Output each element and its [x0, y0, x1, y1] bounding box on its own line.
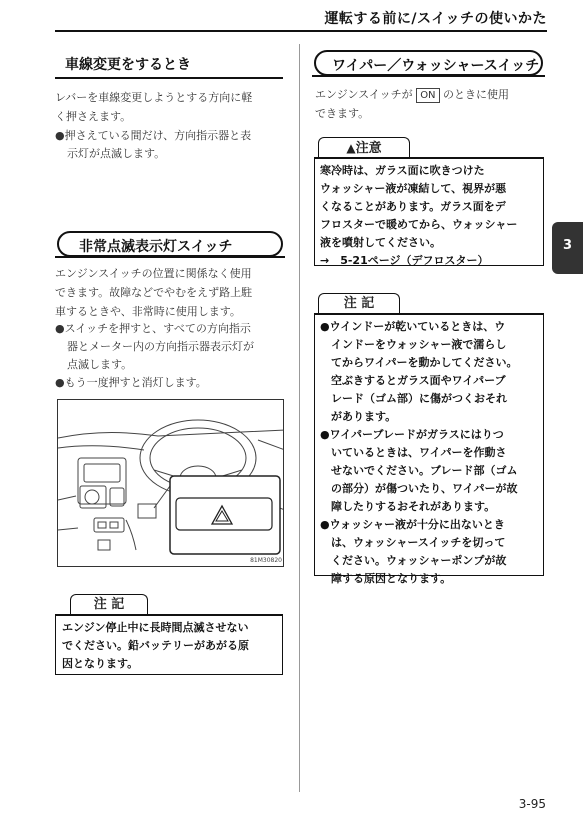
wiper-para-line: できます。	[315, 107, 370, 120]
note-line: ●ウォッシャー液が十分に出ないとき	[320, 518, 505, 531]
note-line: ●ワイパーブレードがガラスにはりつ	[320, 428, 504, 441]
wiper-para-text: エンジンスイッチが	[315, 88, 413, 101]
bullet-line: 示灯が点滅します。	[67, 147, 166, 160]
wiper-paragraph	[315, 85, 547, 123]
page-header-title: 運転する前に/スイッチの使いかた	[324, 11, 547, 27]
caution-line: ウォッシャー液が凍結して、視界が悪	[320, 182, 507, 195]
caution-line: フロスターで暖めてから、ウォッシャー	[320, 218, 518, 231]
note-box	[55, 615, 283, 675]
chapter-tab-number: 3	[562, 238, 573, 253]
note-line: レード（ゴム部）に傷がつくおそれ	[320, 392, 507, 405]
caution-line: → 5-21ページ（デフロスター）	[320, 254, 489, 267]
note-line: ●ウインドーが乾いているときは、ウ	[320, 320, 506, 333]
lane-change-bullet	[55, 127, 287, 163]
hazard-switch-illustration	[57, 399, 284, 567]
note-line: せないでください。ブレード部（ゴム	[320, 464, 518, 477]
header-rule	[55, 30, 547, 32]
hazard-bullets	[55, 320, 287, 392]
page-number: 3-95	[518, 797, 546, 811]
caution-line: 寒冷時は、ガラス面に吹きつけた	[320, 164, 485, 177]
caution-box	[314, 158, 544, 266]
wiper-heading: ワイパー／ウォッシャースイッチ	[314, 50, 543, 76]
note-tab: 注 記	[318, 293, 400, 315]
note-line: いているときは、ワイパーを作動さ	[320, 446, 507, 459]
note-tab: 注 記	[70, 594, 148, 616]
note-line: があります。	[320, 410, 397, 423]
note-line: インドーをウォッシャー液で濡らし	[320, 338, 507, 351]
bullet-line: 器とメーター内の方向指示器表示灯が	[67, 340, 254, 353]
hazard-para-line: 車するときや、非常時に使用します。	[55, 305, 241, 318]
bullet-line: 点滅します。	[67, 358, 133, 371]
figure-code: 81M30820	[250, 557, 282, 564]
note-line: でください。鉛バッテリーがあがる原	[62, 639, 249, 652]
dashboard-drawing	[58, 400, 284, 567]
wiper-heading-rule	[312, 75, 545, 77]
caution-tab-label: 注意	[355, 141, 382, 156]
note-line: は、ウォッシャースイッチを切って	[320, 536, 506, 549]
on-key-label: ON	[416, 88, 439, 103]
bullet-line: ●もう一度押すと消灯します。	[55, 376, 207, 389]
column-divider	[299, 44, 300, 792]
bullet-line: ●押さえている間だけ、方向指示器と表	[55, 129, 252, 142]
hazard-paragraph	[55, 264, 287, 321]
lane-change-para-line: レバーを車線変更しようとする方向に軽	[55, 91, 253, 104]
warning-triangle-icon: ▲	[346, 141, 356, 155]
bullet-line: ●スイッチを押すと、すべての方向指示	[55, 322, 251, 335]
note-line: 障する原因となります。	[320, 572, 452, 585]
lane-change-paragraph	[55, 88, 287, 126]
wiper-para-text: のときに使用	[443, 88, 510, 101]
note-line: エンジン停止中に長時間点滅させない	[62, 621, 249, 634]
caution-line: くなることがあります。ガラス面をデ	[320, 200, 506, 213]
note-line: の部分）が傷ついたり、ワイパーが故	[320, 482, 518, 495]
hazard-heading-rule	[55, 256, 285, 258]
hazard-para-line: エンジンスイッチの位置に関係なく使用	[55, 267, 252, 280]
note-line: 空ぶきするとガラス面やワイパーブ	[320, 374, 506, 387]
note-line: 障したりするおそれがあります。	[320, 500, 496, 513]
lane-change-heading: 車線変更をするとき	[55, 54, 283, 79]
hazard-heading: 非常点滅表示灯スイッチ	[57, 231, 283, 257]
note-line: ください。ウォッシャーポンプが故	[320, 554, 507, 567]
note-line: てからワイパーを動かしてください。	[320, 356, 518, 369]
hazard-para-line: できます。故障などでやむをえず路上駐	[55, 286, 253, 299]
note-box	[314, 314, 544, 585]
caution-tab	[318, 137, 410, 159]
caution-line: 液を噴射してください。	[320, 236, 441, 249]
lane-change-para-line: く押さえます。	[55, 110, 132, 123]
note-line: 因となります。	[62, 657, 139, 670]
